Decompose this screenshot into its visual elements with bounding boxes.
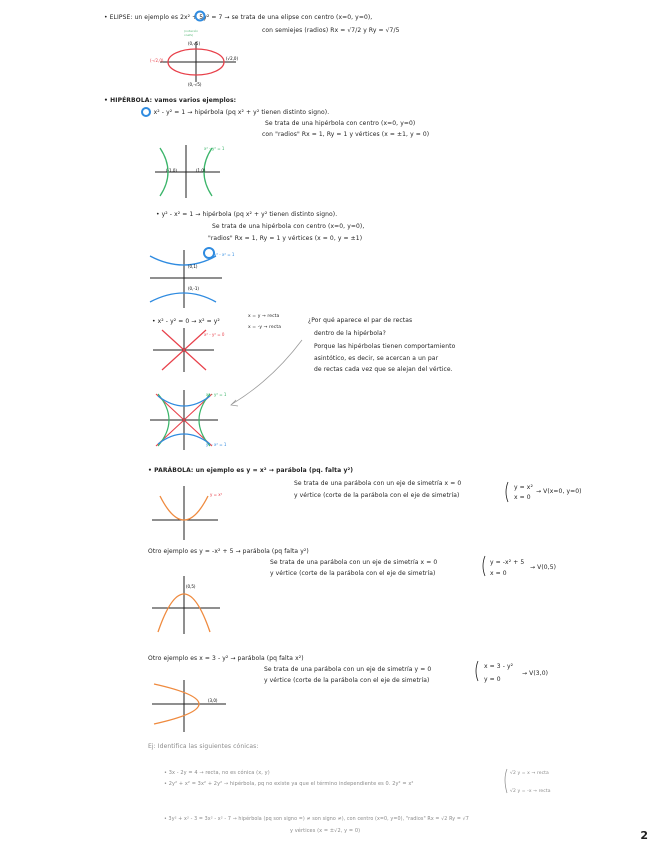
hyp1-line-3: con "radios" Rx = 1, Ry = 1 y vértices (x = ±1, y = 0) [262, 131, 430, 138]
par3-vertex: (3,0) [208, 698, 218, 703]
par2-result: → V(0,5) [530, 564, 557, 571]
hyperbola-title: • HIPÉRBOLA: vamos varios ejemplos: [104, 97, 237, 104]
page-number: 2 [640, 829, 648, 842]
hyp1-left-vertex: (-1,0) [166, 168, 177, 173]
hyp2-line-3: "radios" Rx = 1, Ry = 1 y vértices (x = 0, y = ±1) [208, 235, 363, 242]
exercise-item-1: • 3x - 2y = 4 → recta, no es cónica (x, y) [164, 770, 270, 776]
par3-line-3: y vértice (corte de la parábola con el eje de simetría) [264, 677, 430, 684]
par3-sys-2: y = 0 [484, 676, 501, 683]
hyp2-graph-eq: y² - x² = 1 [214, 252, 235, 257]
exercise-title: Ej: Identifica las siguientes cónicas: [148, 743, 259, 750]
hyp3-q-3: Porque las hipérbolas tienen comportamiento [314, 343, 456, 350]
exercise-item-2b: √2 y = -x → recta [510, 789, 551, 794]
hyp3-branch-2: x = -y → recta [248, 325, 282, 330]
par2-vertex: (0,5) [186, 584, 196, 589]
par2-sys-1: y = -x² + 5 [490, 559, 525, 566]
par2-line-3: y vértice (corte de la parábola con el eje de simetría) [270, 570, 436, 577]
hyp1-right-vertex: (1,0) [196, 168, 206, 173]
ellipse-line-2: con semiejes (radios) Rx = √7/2 y Ry = √7/5 [262, 27, 400, 34]
exercise-item-2a: √2 y = x → recta [510, 771, 549, 776]
hyp3-eq: • x² - y² = 0 → x² = y² [152, 318, 220, 325]
hyp3-q-4: asintótico, es decir, se acercan a un par [314, 355, 439, 362]
exercise-item-3b: y vértices (x = ±√2, y = 0) [290, 828, 361, 834]
par1-sys-1: y = x² [514, 484, 533, 491]
hyp3-branch-1: x = y → recta [248, 314, 280, 319]
hyp2-eq: • y² - x² = 1 → hipérbola (pq x² + y² tienen distinto signo). [156, 211, 338, 218]
ellipse-label-left: (-√2,0) [150, 58, 164, 63]
par1-line-2: Se trata de una parábola con un eje de simetría x = 0 [294, 480, 462, 487]
hyp3-q-5: de rectas cada vez que se alejan del vértice. [314, 366, 453, 373]
hyp3-combo-green: x² - y² = 1 [206, 392, 227, 397]
par3-sys-1: x = 3 - y² [484, 663, 514, 670]
ellipse-label-top: (0,√5) [188, 41, 201, 46]
par1-line-3: y vértice (corte de la parábola con el eje de simetría) [294, 492, 460, 499]
ellipse-label-right: (√2,0) [226, 56, 239, 61]
ellipse-label-bottom: (0,-√5) [188, 82, 202, 87]
hyp3-graph-eq: x² - y² = 0 [204, 332, 225, 337]
hyp3-combo-blue: y² - x² = 1 [206, 442, 227, 447]
ellipse-line-1: • ELIPSE: un ejemplo es 2x² + 5y² = 7 → se trata de una elipse con centro (x=0, y=0), [104, 14, 373, 21]
par1-graph-eq: y = x² [210, 492, 223, 497]
par1-result: → V(x=0, y=0) [536, 488, 582, 495]
ellipse-note: (notación coefs) [184, 29, 199, 37]
exercise-item-3: • 3y² + x² - 3 = 3x² - x² - 7 → hipérbola (pq son signo =) ≠ son signo ≠), con centro (x=0, y=0), "radios" Rx = √2 Ry = √7 [164, 817, 469, 822]
par3-result: → V(3,0) [522, 670, 549, 677]
hyp1-line-2: Se trata de una hipérbola con centro (x=0, y=0) [265, 120, 416, 127]
hyp3-question: ¿Por qué aparece el par de rectas [308, 317, 413, 324]
par2-line-2: Se trata de una parábola con un eje de simetría x = 0 [270, 559, 438, 566]
par1-sys-2: x = 0 [514, 494, 531, 501]
par2-title: Otro ejemplo es y = -x² + 5 → parábola (pq falta y²) [148, 548, 309, 555]
hyp1-graph-eq: x² - y² = 1 [204, 146, 225, 151]
par3-line-2: Se trata de una parábola con un eje de simetría y = 0 [264, 666, 432, 673]
par3-title: Otro ejemplo es x = 3 - y² → parábola (pq falta x²) [148, 655, 304, 662]
par2-sys-2: x = 0 [490, 570, 507, 577]
hyp3-q-2: dentro de la hipérbola? [314, 330, 386, 337]
hyp2-line-2: Se trata de una hipérbola con centro (x=0, y=0), [212, 223, 365, 230]
hyp2-top-vertex: (0,1) [188, 264, 198, 269]
exercise-item-2: • 2y² + x² = 3x² + 2y² → hipérbola, pq no existe ya que el término independiente es 0. 2y² = x² [164, 781, 414, 787]
hyp2-bottom-vertex: (0,-1) [188, 286, 199, 291]
hyp1-eq: • x² - y² = 1 → hipérbola (pq x² + y² tienen distinto signo). [148, 109, 330, 116]
par1-title: • PARÁBOLA: un ejemplo es y = x² → parábola (pq. falta y²) [148, 467, 354, 474]
